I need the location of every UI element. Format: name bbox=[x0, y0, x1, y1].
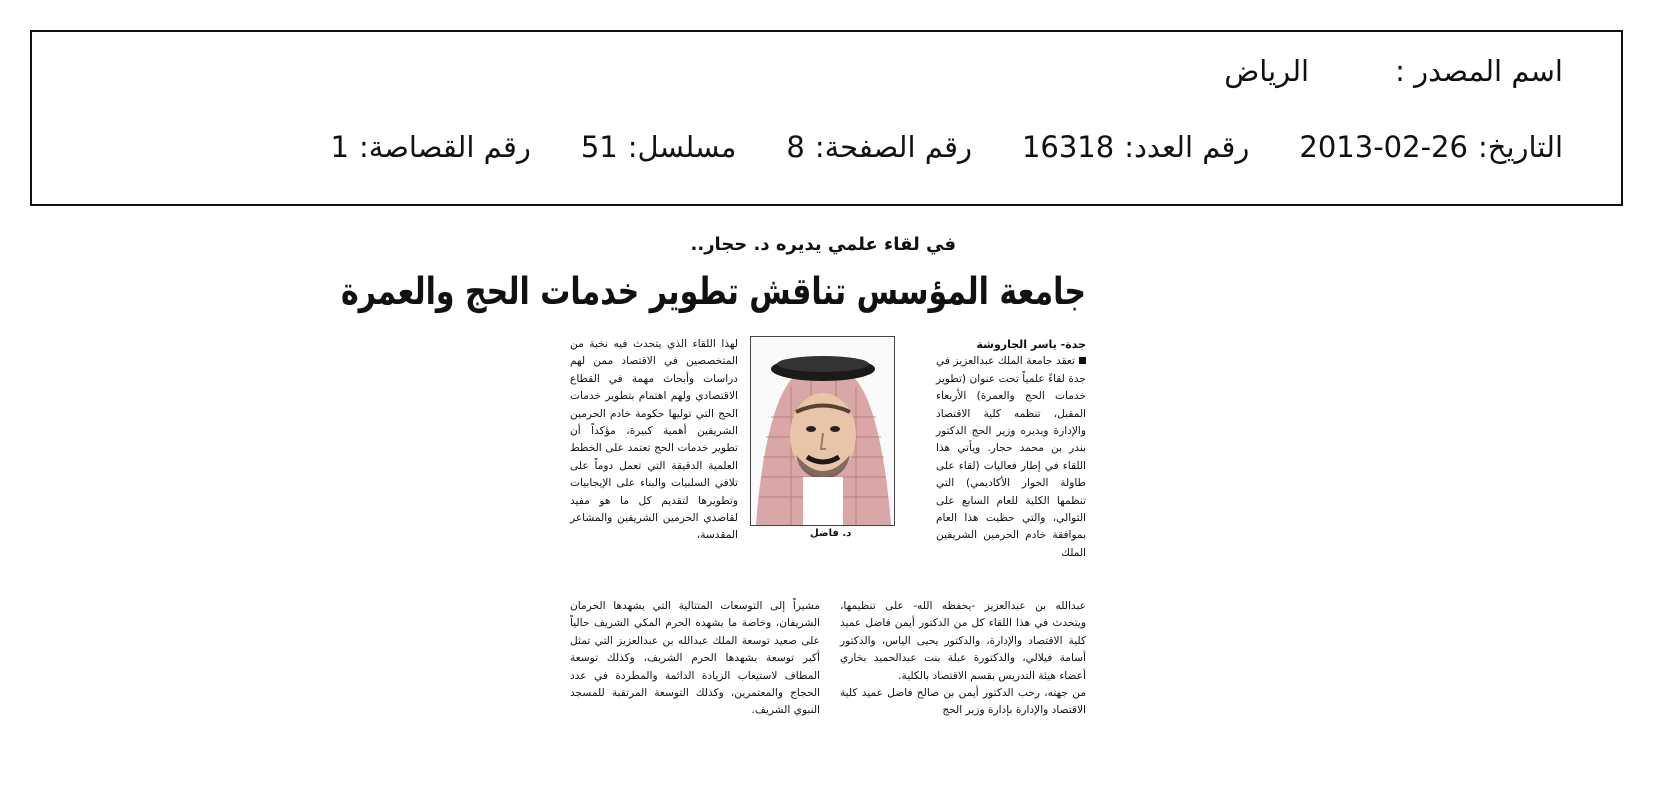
column-left-top-text: لهذا اللقاء الذي يتحدث فيه نخبة من المتخصصين في الاقتصاد ممن لهم دراسات وأبحاث مهمة في القطاع الاقتصادي ولهم اهتمام بتطوير خدمات الحج التي توليها حكومة خادم الحرمين الشريفين أهمية كبيرة، مؤكداً أن تطوير خدمات الحج تعتمد على الخطط العلمية الدقيقة التي تعمل دوماً على تلافي السلبيات والبناء على الإيجابيات وتطويرها لتقديم كل ما هو مفيد لقاصدي الحرمين الشريفين والمشاعر المقدسة، bbox=[570, 338, 738, 542]
issue-field bbox=[1022, 130, 1249, 164]
page-value: 8 bbox=[786, 130, 805, 164]
portrait-svg bbox=[751, 337, 894, 525]
source-value: الرياض bbox=[1224, 54, 1310, 88]
column-left-bottom bbox=[570, 598, 820, 720]
source-row bbox=[1224, 54, 1563, 88]
details-row bbox=[331, 130, 1564, 164]
article-byline: جدة- ياسر الجاروشة bbox=[976, 338, 1086, 351]
column-right-bottom-text-1: عبدالله بن عبدالعزيز -يحفظه الله- على تنظيمها، ويتحدث في هذا اللقاء كل من الدكتور أيمن فاضل عميد كلية الاقتصاد والإدارة، والدكتور يحيى الياس، والدكتور أسامة فيلالي، والدكتورة عبلة بنت عبدالحميد بخاري أعضاء هيئة التدريس بقسم الاقتصاد بالكلية. bbox=[840, 600, 1086, 682]
serial-label: مسلسل: bbox=[627, 130, 737, 164]
date-value: 2013-02-26 bbox=[1299, 130, 1468, 164]
article-headline: جامعة المؤسس تناقش تطوير خدمات الحج والعمرة bbox=[340, 270, 1086, 314]
clip-number-value: 1 bbox=[330, 130, 349, 164]
column-left-top bbox=[570, 336, 738, 545]
column-right-bottom bbox=[840, 598, 1086, 720]
serial-field bbox=[581, 130, 737, 164]
newspaper-clipping bbox=[340, 234, 1086, 766]
date-field bbox=[1299, 130, 1563, 164]
serial-value: 51 bbox=[580, 130, 618, 164]
source-label: اسم المصدر : bbox=[1395, 54, 1563, 88]
page-label: رقم الصفحة: bbox=[814, 130, 972, 164]
issue-value: 16318 bbox=[1021, 130, 1115, 164]
clip-number-field bbox=[331, 130, 531, 164]
column-right-bottom-text-2: من جهته، رحب الدكتور أيمن بن صالح فاضل عميد كلية الاقتصاد والإدارة بإدارة وزير الحج bbox=[840, 687, 1086, 717]
clip-number-label: رقم القصاصة: bbox=[358, 130, 531, 164]
article-kicker: في لقاء علمي يديره د. حجار.. bbox=[690, 234, 956, 255]
column-left-bottom-text: مشيراً إلى التوسعات المتتالية التي يشهدها الحرمان الشريفان، وخاصة ما يشهده الحرم المكي الشريف حالياً على صعيد توسعة الملك عبدالله بن عبدالعزيز التي تمثل أكبر توسعة يشهدها الحرم الشريف، وكذلك توسعة المطاف لاستيعاب الزيادة الدائمة والمطردة في عدد الحجاج والمعتمرين، وكذلك التوسعة المرتقبة للمسجد النبوي الشريف. bbox=[570, 600, 820, 717]
column-right-top bbox=[936, 336, 1086, 562]
page-field bbox=[786, 130, 972, 164]
photo-caption: د. فاضل bbox=[810, 528, 852, 539]
issue-label: رقم العدد: bbox=[1124, 130, 1250, 164]
bullet-icon bbox=[1079, 357, 1086, 364]
clipping-metadata-box bbox=[30, 30, 1623, 206]
date-label: التاريخ: bbox=[1477, 130, 1563, 164]
column-right-top-text: تعقد جامعة الملك عبدالعزيز في جدة لقاءً علمياً تحت عنوان (تطوير خدمات الحج والعمرة) الأربعاء المقبل، تنظمه كلية الاقتصاد والإدارة ويديره وزير الحج الدكتور بندر بن محمد حجار. ويأتي هذا اللقاء في إطار فعاليات (لقاء على طاولة الحوار الأكاديمي) التي تنظمها الكلية للعام السابع على التوالي، والتي حظيت هذا العام بموافقة خادم الحرمين الشريفين الملك bbox=[936, 355, 1086, 559]
man-portrait-icon bbox=[750, 336, 895, 526]
